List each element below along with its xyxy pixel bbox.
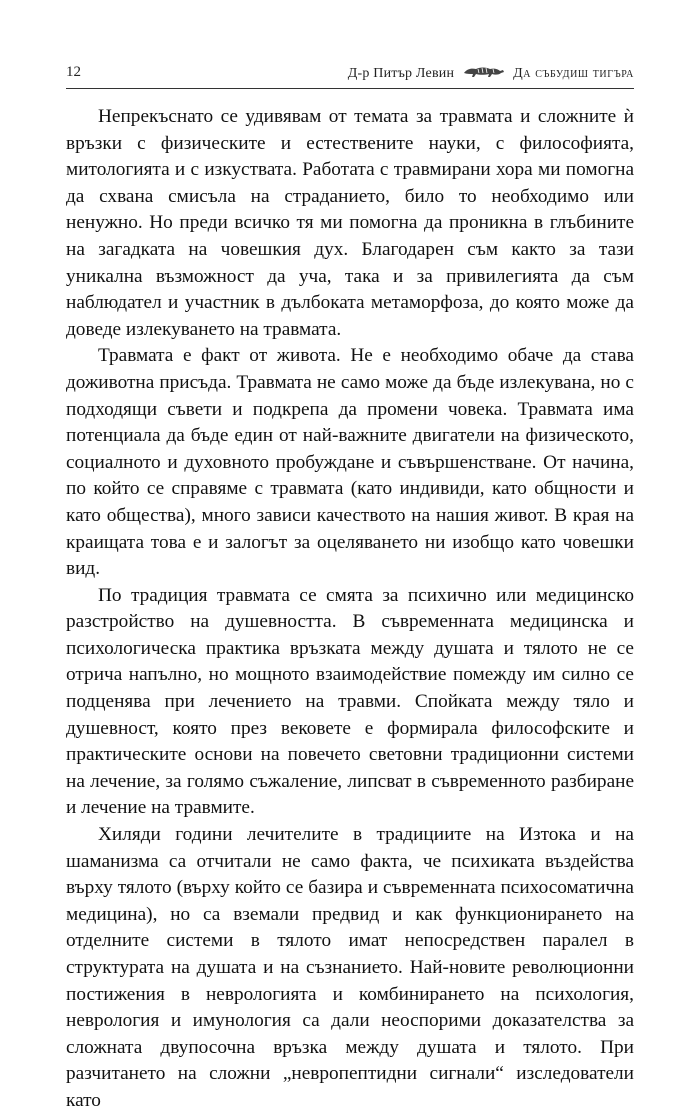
paragraph: Травмата е факт от живота. Не е необходимо обаче да става доживотна присъда. Травмата не само може да бъде излекувана, но с подходящи съвети и подкрепа да промени човека. Травмата има потенциала да бъде един от най-важните двигатели на физическото, социалното и духовното пробуждане и съвършенстване. От начина, по който се справяме с травмата (като индивиди, като общности и като общества), много зависи качеството на нашия живот. В края на краищата това е и залогът за оцеляването ни изобщо като човешки вид.	[66, 345, 634, 580]
paragraph: Хиляди години лечителите в традициите на Изтока и на шаманизма са отчитали не само факта, че психиката въздейства върху тялото (върху който се базира и съвременната психосоматична медицина), но са вземали предвид и как функционирането на отделните системи в тялото имат непосредствен паралел в структурата на душата и на съзнанието. Най-новите революционни постижения в неврологията и комбинирането на психология, неврология и имунология са дали неоспорими доказателства за сложната двупосочна връзка между душата и тялото. При разчитането на сложни „невропептидни сигнали“ изследователи като	[66, 824, 634, 1111]
tiger-icon	[462, 64, 506, 78]
running-title	[348, 64, 634, 82]
author-name: Д-р Питър Левин	[347, 66, 455, 81]
paragraph: По традиция травмата се смята за психично или медицинско разстройство на душевността. В съвременната медицинска и психологическа практика връзката между душата и тялото не се отрича напълно, но мощното взаимодействие помежду им силно се подценява при лечението на травми. Спойката между тяло и душевност, която през вековете е формирала философските и практическите основи на повечето световни традиционни системи на лечение, за голямо съжаление, липсват в съвременното разбиране и лечение на травмите.	[66, 584, 634, 819]
body-text	[66, 104, 634, 1115]
header-rule	[66, 88, 634, 89]
paragraph: Непрекъснато се удивявам от темата за травмата и сложните ѝ връзки с физическите и естествените науки, с философията, митологията и с изкуствата. Работата с травмирани хора ми помогна да схвана смисъла на страданието, било то необходимо или ненужно. Но преди всичко тя ми помогна да проникна в глъбините на загадката на човешкия дух. Благодарен съм както за тази уникална възможност да уча, така и за привилегията да съм наблюдател и участник в дълбоката метаморфоза, до която може да доведе излекуването на травмата.	[66, 106, 634, 340]
running-header	[66, 64, 634, 90]
page-number: 12	[66, 64, 81, 80]
book-title: Да събудиш тигъра	[513, 66, 634, 81]
